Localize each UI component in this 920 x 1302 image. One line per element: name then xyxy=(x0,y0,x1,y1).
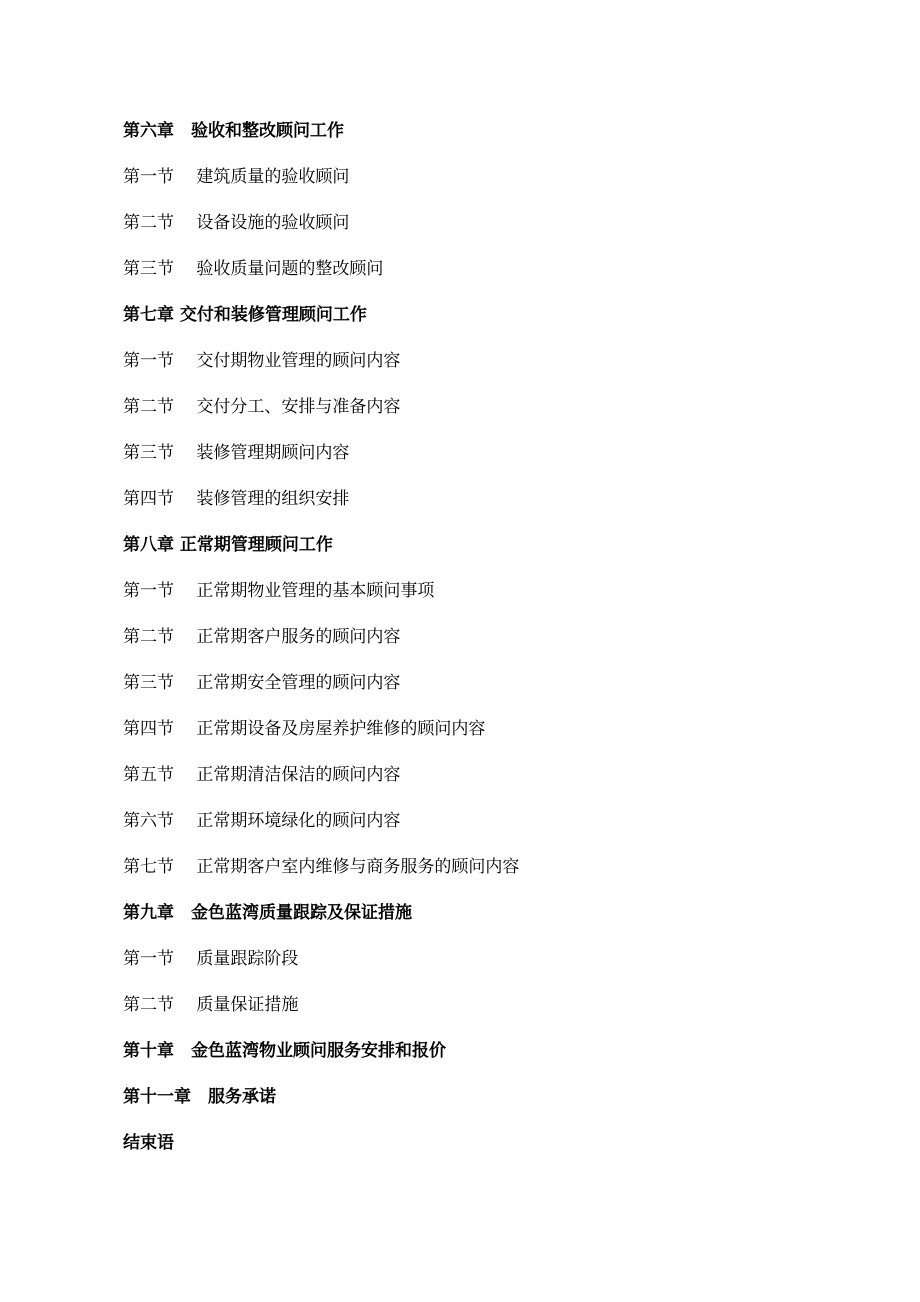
toc-section-7-1: 第一节 交付期物业管理的顾问内容 xyxy=(123,351,401,371)
toc-section-6-3: 第三节 验收质量问题的整改顾问 xyxy=(123,259,384,279)
toc-section-8-5: 第五节 正常期清洁保洁的顾问内容 xyxy=(123,765,401,785)
toc-section-8-6: 第六节 正常期环境绿化的顾问内容 xyxy=(123,811,401,831)
toc-conclusion: 结束语 xyxy=(123,1133,174,1153)
toc-section-7-3: 第三节 装修管理期顾问内容 xyxy=(123,443,350,463)
toc-section-6-2: 第二节 设备设施的验收顾问 xyxy=(123,213,350,233)
toc-chapter-9: 第九章 金色蓝湾质量跟踪及保证措施 xyxy=(123,903,412,923)
toc-section-8-3: 第三节 正常期安全管理的顾问内容 xyxy=(123,673,401,693)
toc-chapter-11: 第十一章 服务承诺 xyxy=(123,1087,276,1107)
toc-chapter-7: 第七章 交付和装修管理顾问工作 xyxy=(123,305,367,325)
toc-section-9-2: 第二节 质量保证措施 xyxy=(123,995,299,1015)
toc-chapter-6: 第六章 验收和整改顾问工作 xyxy=(123,121,344,141)
toc-section-7-4: 第四节 装修管理的组织安排 xyxy=(123,489,350,509)
toc-section-8-1: 第一节 正常期物业管理的基本顾问事项 xyxy=(123,581,435,601)
table-of-contents xyxy=(123,116,883,1174)
toc-section-8-4: 第四节 正常期设备及房屋养护维修的顾问内容 xyxy=(123,719,486,739)
toc-section-6-1: 第一节 建筑质量的验收顾问 xyxy=(123,167,350,187)
toc-chapter-8: 第八章 正常期管理顾问工作 xyxy=(123,535,333,555)
toc-section-7-2: 第二节 交付分工、安排与准备内容 xyxy=(123,397,401,417)
toc-section-9-1: 第一节 质量跟踪阶段 xyxy=(123,949,299,969)
toc-section-8-2: 第二节 正常期客户服务的顾问内容 xyxy=(123,627,401,647)
toc-chapter-10: 第十章 金色蓝湾物业顾问服务安排和报价 xyxy=(123,1041,446,1061)
toc-section-8-7: 第七节 正常期客户室内维修与商务服务的顾问内容 xyxy=(123,857,520,877)
